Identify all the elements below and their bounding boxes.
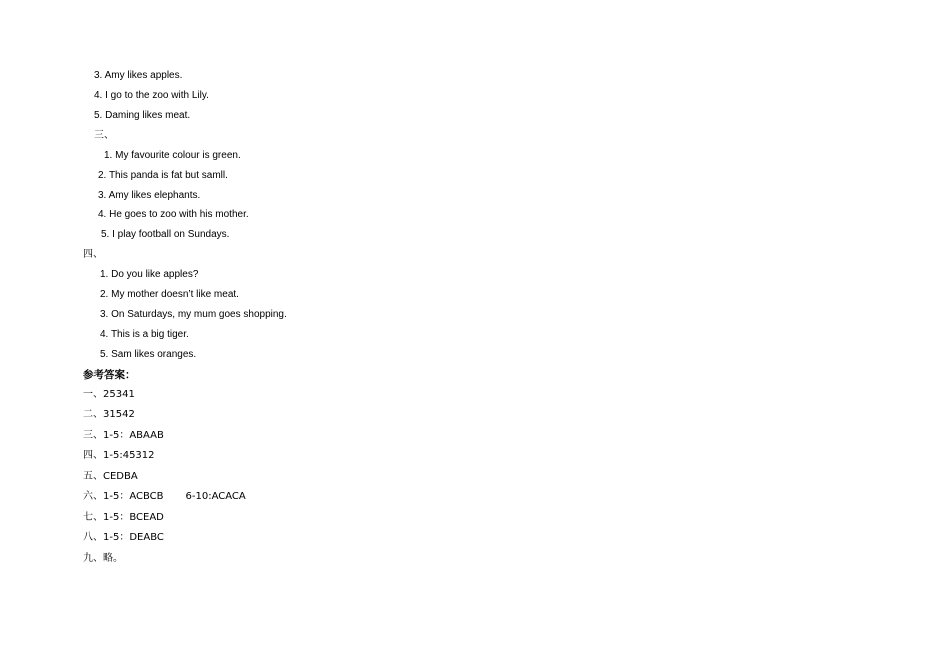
section-label: 四、 <box>83 249 103 260</box>
answer-line: 一、25341 <box>83 389 135 400</box>
sentence-line: 3. Amy likes elephants. <box>98 190 201 201</box>
answer-part: 6-10:ACACA <box>185 491 246 502</box>
answer-line: 二、31542 <box>83 409 135 420</box>
section-label: 三、 <box>94 130 114 141</box>
sentence-line: 1. Do you like apples? <box>100 269 199 280</box>
sentence-line: 4. This is a big tiger. <box>100 329 189 340</box>
answer-line: 七、1-5：BCEAD <box>83 512 164 523</box>
sentence-line: 5. Sam likes oranges. <box>100 349 197 360</box>
sentence-line: 1. My favourite colour is green. <box>104 150 241 161</box>
sentence-line: 5. Daming likes meat. <box>94 110 191 121</box>
sentence-line: 3. Amy likes apples. <box>94 70 183 81</box>
sentence-line: 4. I go to the zoo with Lily. <box>94 90 209 101</box>
answer-line <box>83 491 246 503</box>
sentence-line: 3. On Saturdays, my mum goes shopping. <box>100 309 287 320</box>
sentence-line: 2. My mother doesn’t like meat. <box>100 289 239 300</box>
answer-line: 五、CEDBA <box>83 471 138 482</box>
answer-part: 六、1-5：ACBCB <box>83 491 164 502</box>
sentence-line: 5. I play football on Sundays. <box>101 229 230 240</box>
answer-line: 八、1-5：DEABC <box>83 532 164 543</box>
answer-line: 四、1-5:45312 <box>83 450 155 461</box>
answer-line: 九、略。 <box>83 553 123 564</box>
answer-line: 三、1-5：ABAAB <box>83 430 164 441</box>
sentence-line: 2. This panda is fat but samll. <box>98 170 228 181</box>
answer-key-title: 参考答案： <box>83 369 136 381</box>
sentence-line: 4. He goes to zoo with his mother. <box>98 209 249 220</box>
